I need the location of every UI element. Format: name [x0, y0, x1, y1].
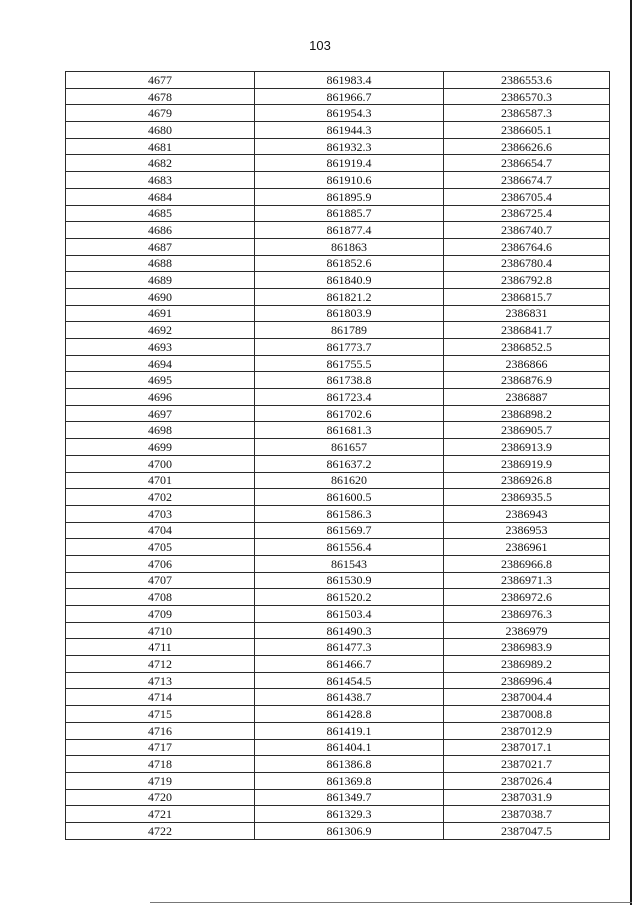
table-row — [66, 472, 610, 489]
point-number-cell: 4691 — [66, 305, 255, 322]
y-coordinate-cell: 2386553.6 — [444, 72, 610, 89]
table-row — [66, 372, 610, 389]
table-row — [66, 555, 610, 572]
point-number-cell: 4688 — [66, 255, 255, 272]
x-coordinate-cell: 861681.3 — [255, 422, 444, 439]
y-coordinate-cell: 2386831 — [444, 305, 610, 322]
table-row — [66, 656, 610, 673]
y-coordinate-cell: 2386926.8 — [444, 472, 610, 489]
table-row — [66, 422, 610, 439]
y-coordinate-cell: 2386976.3 — [444, 606, 610, 623]
y-coordinate-cell: 2386898.2 — [444, 405, 610, 422]
y-coordinate-cell: 2386983.9 — [444, 639, 610, 656]
x-coordinate-cell: 861895.9 — [255, 188, 444, 205]
y-coordinate-cell: 2386626.6 — [444, 138, 610, 155]
x-coordinate-cell: 861404.1 — [255, 739, 444, 756]
y-coordinate-cell: 2386654.7 — [444, 155, 610, 172]
y-coordinate-cell: 2387026.4 — [444, 772, 610, 789]
table-row — [66, 722, 610, 739]
x-coordinate-cell: 861885.7 — [255, 205, 444, 222]
table-row — [66, 172, 610, 189]
table-row — [66, 689, 610, 706]
x-coordinate-cell: 861983.4 — [255, 72, 444, 89]
table-row — [66, 72, 610, 89]
table-row — [66, 589, 610, 606]
y-coordinate-cell: 2386905.7 — [444, 422, 610, 439]
point-number-cell: 4712 — [66, 656, 255, 673]
point-number-cell: 4689 — [66, 272, 255, 289]
table-row — [66, 772, 610, 789]
point-number-cell: 4700 — [66, 455, 255, 472]
point-number-cell: 4716 — [66, 722, 255, 739]
table-row — [66, 572, 610, 589]
y-coordinate-cell: 2386866 — [444, 355, 610, 372]
point-number-cell: 4704 — [66, 522, 255, 539]
x-coordinate-cell: 861803.9 — [255, 305, 444, 322]
table-row — [66, 672, 610, 689]
point-number-cell: 4694 — [66, 355, 255, 372]
table-row — [66, 505, 610, 522]
point-number-cell: 4715 — [66, 706, 255, 723]
x-coordinate-cell: 861723.4 — [255, 389, 444, 406]
table-row — [66, 439, 610, 456]
x-coordinate-cell: 861821.2 — [255, 288, 444, 305]
table-row — [66, 105, 610, 122]
point-number-cell: 4679 — [66, 105, 255, 122]
table-row — [66, 405, 610, 422]
table-row — [66, 622, 610, 639]
point-number-cell: 4687 — [66, 238, 255, 255]
x-coordinate-cell: 861530.9 — [255, 572, 444, 589]
y-coordinate-cell: 2386815.7 — [444, 288, 610, 305]
y-coordinate-cell: 2386764.6 — [444, 238, 610, 255]
point-number-cell: 4680 — [66, 122, 255, 139]
table-row — [66, 639, 610, 656]
point-number-cell: 4690 — [66, 288, 255, 305]
y-coordinate-cell: 2386996.4 — [444, 672, 610, 689]
page-border-bottom — [150, 902, 632, 903]
point-number-cell: 4697 — [66, 405, 255, 422]
point-number-cell: 4685 — [66, 205, 255, 222]
x-coordinate-cell: 861586.3 — [255, 505, 444, 522]
x-coordinate-cell: 861637.2 — [255, 455, 444, 472]
x-coordinate-cell: 861520.2 — [255, 589, 444, 606]
table-row — [66, 539, 610, 556]
page-number: 103 — [309, 38, 331, 53]
table-row — [66, 355, 610, 372]
point-number-cell: 4708 — [66, 589, 255, 606]
table-row — [66, 756, 610, 773]
table-row — [66, 389, 610, 406]
table-row — [66, 255, 610, 272]
x-coordinate-cell: 861600.5 — [255, 489, 444, 506]
point-number-cell: 4678 — [66, 88, 255, 105]
x-coordinate-cell: 861543 — [255, 555, 444, 572]
y-coordinate-cell: 2386792.8 — [444, 272, 610, 289]
x-coordinate-cell: 861466.7 — [255, 656, 444, 673]
y-coordinate-cell: 2386966.8 — [444, 555, 610, 572]
table-row — [66, 606, 610, 623]
x-coordinate-cell: 861755.5 — [255, 355, 444, 372]
coordinates-table-body — [66, 72, 610, 840]
x-coordinate-cell: 861954.3 — [255, 105, 444, 122]
y-coordinate-cell: 2386919.9 — [444, 455, 610, 472]
point-number-cell: 4686 — [66, 222, 255, 239]
point-number-cell: 4699 — [66, 439, 255, 456]
table-row — [66, 188, 610, 205]
x-coordinate-cell: 861840.9 — [255, 272, 444, 289]
y-coordinate-cell: 2386674.7 — [444, 172, 610, 189]
point-number-cell: 4698 — [66, 422, 255, 439]
point-number-cell: 4713 — [66, 672, 255, 689]
x-coordinate-cell: 861966.7 — [255, 88, 444, 105]
table-row — [66, 88, 610, 105]
table-row — [66, 706, 610, 723]
x-coordinate-cell: 861620 — [255, 472, 444, 489]
table-row — [66, 339, 610, 356]
y-coordinate-cell: 2386852.5 — [444, 339, 610, 356]
table-row — [66, 155, 610, 172]
x-coordinate-cell: 861702.6 — [255, 405, 444, 422]
x-coordinate-cell: 861852.6 — [255, 255, 444, 272]
table-row — [66, 322, 610, 339]
table-row — [66, 122, 610, 139]
y-coordinate-cell: 2386961 — [444, 539, 610, 556]
point-number-cell: 4677 — [66, 72, 255, 89]
y-coordinate-cell: 2387012.9 — [444, 722, 610, 739]
x-coordinate-cell: 861738.8 — [255, 372, 444, 389]
point-number-cell: 4696 — [66, 389, 255, 406]
x-coordinate-cell: 861419.1 — [255, 722, 444, 739]
y-coordinate-cell: 2387021.7 — [444, 756, 610, 773]
point-number-cell: 4695 — [66, 372, 255, 389]
y-coordinate-cell: 2386705.4 — [444, 188, 610, 205]
y-coordinate-cell: 2386780.4 — [444, 255, 610, 272]
y-coordinate-cell: 2386740.7 — [444, 222, 610, 239]
x-coordinate-cell: 861503.4 — [255, 606, 444, 623]
y-coordinate-cell: 2386971.3 — [444, 572, 610, 589]
x-coordinate-cell: 861932.3 — [255, 138, 444, 155]
point-number-cell: 4709 — [66, 606, 255, 623]
x-coordinate-cell: 861369.8 — [255, 772, 444, 789]
table-row — [66, 238, 610, 255]
x-coordinate-cell: 861306.9 — [255, 822, 444, 839]
table-row — [66, 305, 610, 322]
x-coordinate-cell: 861329.3 — [255, 806, 444, 823]
page-border-right — [630, 0, 632, 905]
coordinates-table — [65, 71, 610, 840]
table-row — [66, 739, 610, 756]
y-coordinate-cell: 2386972.6 — [444, 589, 610, 606]
y-coordinate-cell: 2386979 — [444, 622, 610, 639]
y-coordinate-cell: 2386841.7 — [444, 322, 610, 339]
point-number-cell: 4684 — [66, 188, 255, 205]
point-number-cell: 4705 — [66, 539, 255, 556]
y-coordinate-cell: 2387047.5 — [444, 822, 610, 839]
y-coordinate-cell: 2386953 — [444, 522, 610, 539]
x-coordinate-cell: 861910.6 — [255, 172, 444, 189]
y-coordinate-cell: 2386876.9 — [444, 372, 610, 389]
point-number-cell: 4719 — [66, 772, 255, 789]
point-number-cell: 4703 — [66, 505, 255, 522]
point-number-cell: 4721 — [66, 806, 255, 823]
point-number-cell: 4711 — [66, 639, 255, 656]
point-number-cell: 4707 — [66, 572, 255, 589]
x-coordinate-cell: 861428.8 — [255, 706, 444, 723]
y-coordinate-cell: 2386725.4 — [444, 205, 610, 222]
y-coordinate-cell: 2386913.9 — [444, 439, 610, 456]
y-coordinate-cell: 2387017.1 — [444, 739, 610, 756]
y-coordinate-cell: 2386887 — [444, 389, 610, 406]
table-row — [66, 489, 610, 506]
y-coordinate-cell: 2386587.3 — [444, 105, 610, 122]
x-coordinate-cell: 861773.7 — [255, 339, 444, 356]
y-coordinate-cell: 2386989.2 — [444, 656, 610, 673]
x-coordinate-cell: 861657 — [255, 439, 444, 456]
point-number-cell: 4714 — [66, 689, 255, 706]
point-number-cell: 4706 — [66, 555, 255, 572]
x-coordinate-cell: 861569.7 — [255, 522, 444, 539]
y-coordinate-cell: 2386935.5 — [444, 489, 610, 506]
point-number-cell: 4722 — [66, 822, 255, 839]
x-coordinate-cell: 861944.3 — [255, 122, 444, 139]
x-coordinate-cell: 861877.4 — [255, 222, 444, 239]
y-coordinate-cell: 2386570.3 — [444, 88, 610, 105]
point-number-cell: 4682 — [66, 155, 255, 172]
point-number-cell: 4681 — [66, 138, 255, 155]
x-coordinate-cell: 861477.3 — [255, 639, 444, 656]
x-coordinate-cell: 861454.5 — [255, 672, 444, 689]
x-coordinate-cell: 861490.3 — [255, 622, 444, 639]
point-number-cell: 4710 — [66, 622, 255, 639]
y-coordinate-cell: 2386943 — [444, 505, 610, 522]
x-coordinate-cell: 861789 — [255, 322, 444, 339]
table-row — [66, 806, 610, 823]
y-coordinate-cell: 2387004.4 — [444, 689, 610, 706]
y-coordinate-cell: 2387031.9 — [444, 789, 610, 806]
point-number-cell: 4718 — [66, 756, 255, 773]
table-row — [66, 522, 610, 539]
x-coordinate-cell: 861919.4 — [255, 155, 444, 172]
point-number-cell: 4702 — [66, 489, 255, 506]
x-coordinate-cell: 861386.8 — [255, 756, 444, 773]
x-coordinate-cell: 861556.4 — [255, 539, 444, 556]
table-row — [66, 205, 610, 222]
x-coordinate-cell: 861863 — [255, 238, 444, 255]
point-number-cell: 4692 — [66, 322, 255, 339]
point-number-cell: 4701 — [66, 472, 255, 489]
table-row — [66, 822, 610, 839]
table-row — [66, 288, 610, 305]
y-coordinate-cell: 2386605.1 — [444, 122, 610, 139]
y-coordinate-cell: 2387038.7 — [444, 806, 610, 823]
table-row — [66, 789, 610, 806]
y-coordinate-cell: 2387008.8 — [444, 706, 610, 723]
table-row — [66, 222, 610, 239]
point-number-cell: 4720 — [66, 789, 255, 806]
table-row — [66, 455, 610, 472]
point-number-cell: 4683 — [66, 172, 255, 189]
table-row — [66, 272, 610, 289]
point-number-cell: 4717 — [66, 739, 255, 756]
x-coordinate-cell: 861438.7 — [255, 689, 444, 706]
table-row — [66, 138, 610, 155]
x-coordinate-cell: 861349.7 — [255, 789, 444, 806]
point-number-cell: 4693 — [66, 339, 255, 356]
